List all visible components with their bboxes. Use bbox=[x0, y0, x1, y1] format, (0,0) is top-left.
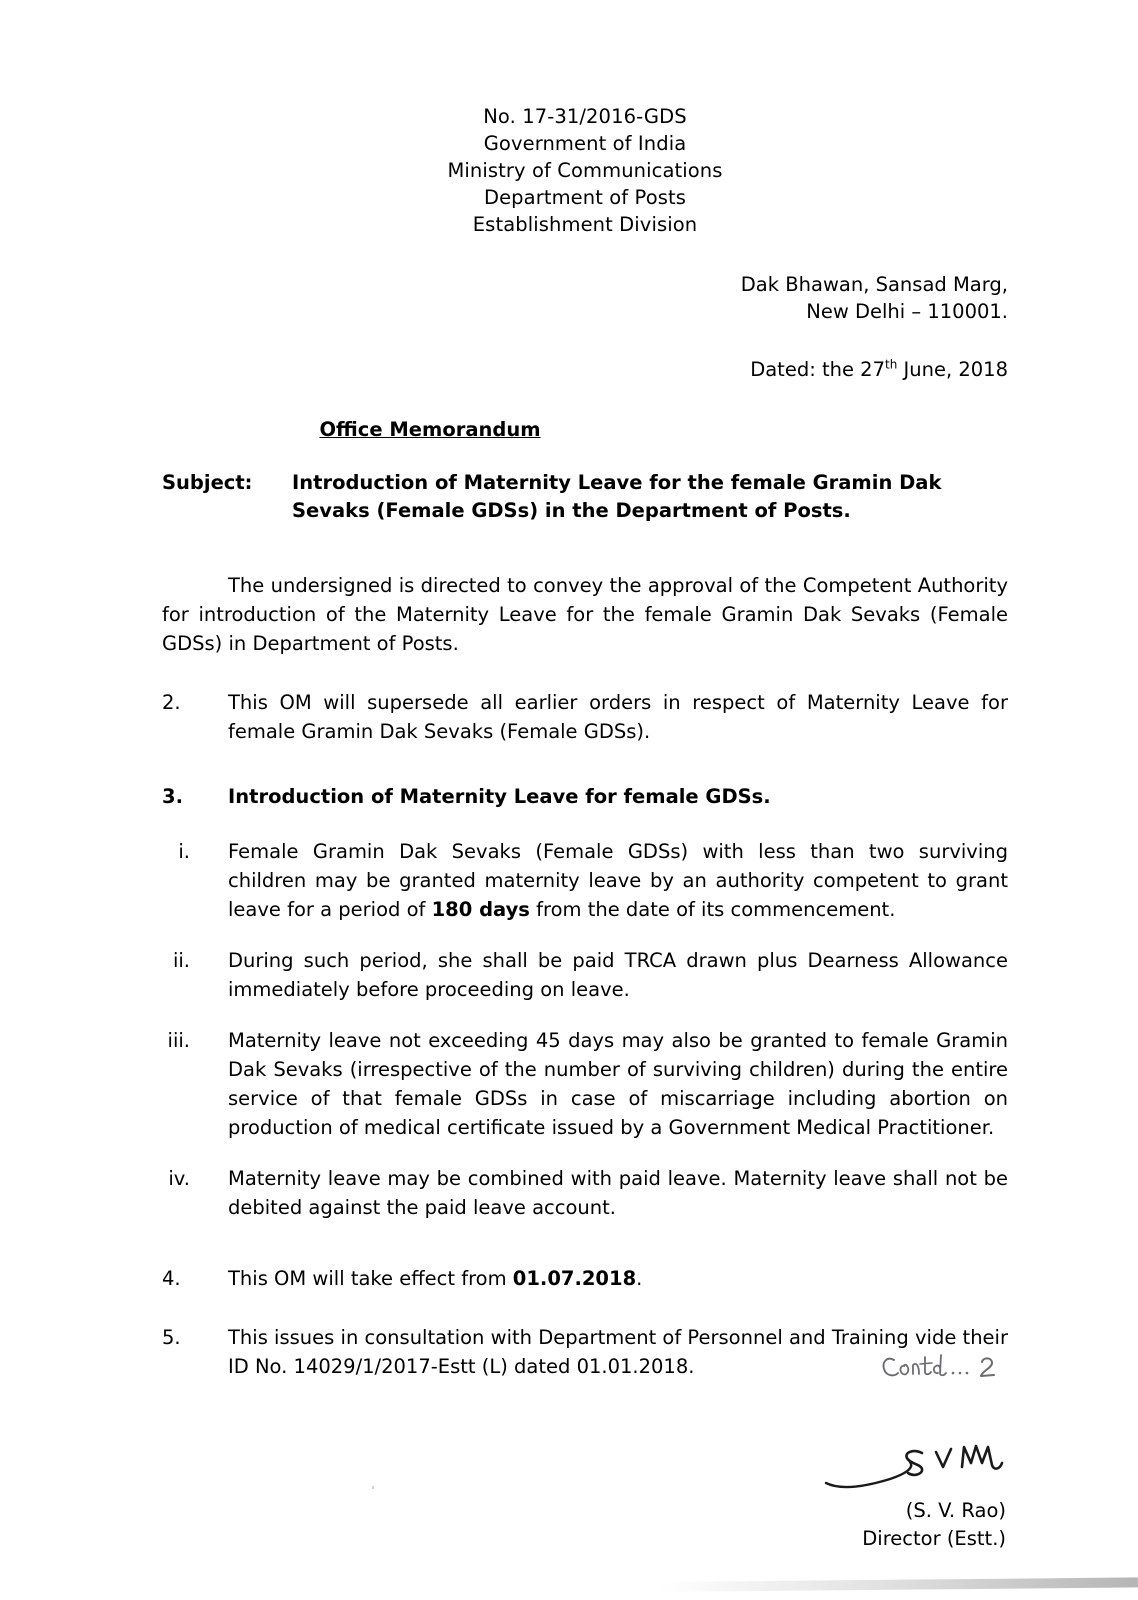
paragraph-2-text: This OM will supersede all earlier orders in respect of Maternity Leave for female Gramin Dak Sevaks (Female GDSs). bbox=[228, 691, 1008, 743]
scan-edge-shadow bbox=[660, 1577, 1138, 1592]
signature-block bbox=[162, 1441, 1008, 1553]
list-item bbox=[162, 946, 1008, 1004]
list-item bbox=[162, 837, 1008, 924]
list-item-text bbox=[228, 946, 1008, 1004]
signatory-designation: Director (Estt.) bbox=[862, 1527, 1006, 1550]
letterhead-line-ministry: Ministry of Communications bbox=[447, 159, 723, 182]
paragraph-4-number: 4. bbox=[162, 1267, 181, 1290]
paragraph-2 bbox=[162, 688, 1008, 746]
paragraph-2-number: 2. bbox=[162, 691, 181, 714]
address-line-1: Dak Bhawan, Sansad Marg, bbox=[740, 273, 1008, 296]
list-item-marker: i. bbox=[178, 840, 190, 863]
list-item-text-before: Maternity leave may be combined with paid leave. Maternity leave shall not be debited against the paid leave account. bbox=[228, 1167, 1008, 1219]
list-item-text-bold: 180 days bbox=[431, 898, 530, 921]
paragraph-4 bbox=[162, 1264, 1008, 1293]
letterhead-line-file-number: No. 17-31/2016-GDS bbox=[483, 105, 687, 128]
paragraph-4-text bbox=[228, 1264, 1008, 1293]
date-line bbox=[162, 356, 1008, 383]
date-prefix: Dated: the 27 bbox=[750, 358, 885, 381]
paragraph-4-effective-date: 01.07.2018 bbox=[512, 1267, 637, 1290]
handwritten-signature bbox=[162, 1441, 1008, 1497]
list-item-text bbox=[228, 837, 1008, 924]
paragraph-5-text: This issues in consultation with Department of Personnel and Training vide their ID No. 14029/1/2017-Estt (L) dated 01.01.2018. bbox=[228, 1326, 1008, 1378]
paragraph-opening: The undersigned is directed to convey the approval of the Competent Authority for introduction of the Maternity Leave for the female Gramin Dak Sevaks (Female GDSs) in Department of Posts. bbox=[162, 574, 1008, 655]
page-title: Office Memorandum bbox=[319, 418, 541, 441]
letterhead-line-division: Establishment Division bbox=[472, 213, 698, 236]
list-item-text bbox=[228, 1164, 1008, 1222]
scan-artifact-speck bbox=[372, 1486, 374, 1489]
subject-text bbox=[292, 469, 1008, 525]
subject-row bbox=[162, 469, 1008, 525]
date-ordinal-suffix: th bbox=[885, 357, 898, 372]
list-item-marker: iv. bbox=[168, 1167, 190, 1190]
paragraph-4-text-before: This OM will take effect from bbox=[228, 1267, 513, 1290]
paragraph-4-text-after: . bbox=[636, 1267, 643, 1290]
roman-list bbox=[162, 837, 1008, 1222]
list-item-text-before: During such period, she shall be paid TRCA drawn plus Dearness Allowance immediately before proceeding on leave. bbox=[228, 949, 1008, 1001]
list-item-marker: iii. bbox=[167, 1029, 190, 1052]
list-item-text-before: Maternity leave not exceeding 45 days may also be granted to female Gramin Dak Sevaks (irrespective of the number of surviving children) during the entire service of that female GDSs in case of miscarriage including abortion on production of medical certificate issued by a Government Medical Practitioner. bbox=[228, 1029, 1008, 1139]
list-item-text bbox=[228, 1026, 1008, 1142]
subject-label: Subject: bbox=[162, 471, 253, 494]
section-3-title: Introduction of Maternity Leave for female GDSs. bbox=[228, 785, 771, 808]
list-item bbox=[162, 1026, 1008, 1142]
section-3-heading bbox=[162, 782, 1008, 811]
subject-line-1: Introduction of Maternity Leave for the female Gramin Dak Sevaks bbox=[292, 471, 942, 522]
letterhead bbox=[162, 103, 1008, 238]
letterhead-line-department: Department of Posts bbox=[483, 186, 687, 209]
list-item bbox=[162, 1164, 1008, 1222]
subject-line-2: (Female GDSs) in the Department of Posts. bbox=[376, 499, 851, 522]
letterhead-line-government: Government of India bbox=[483, 132, 687, 155]
list-item-text-after: from the date of its commencement. bbox=[529, 898, 896, 921]
paragraph-5-number: 5. bbox=[162, 1326, 181, 1349]
date-suffix: June, 2018 bbox=[897, 358, 1008, 381]
sender-address bbox=[162, 271, 1008, 325]
continuation-note bbox=[880, 1348, 1010, 1392]
signatory-name: (S. V. Rao) bbox=[905, 1499, 1006, 1522]
list-item-marker: ii. bbox=[172, 949, 190, 972]
list-item-text-before: Female Gramin Dak Sevaks (Female GDSs) with less than two surviving children may be granted maternity leave by an authority competent to grant leave for a period of bbox=[228, 840, 1008, 921]
document-body bbox=[162, 0, 1008, 1553]
address-line-2: New Delhi – 110001. bbox=[806, 300, 1008, 323]
section-3-number: 3. bbox=[162, 785, 183, 808]
